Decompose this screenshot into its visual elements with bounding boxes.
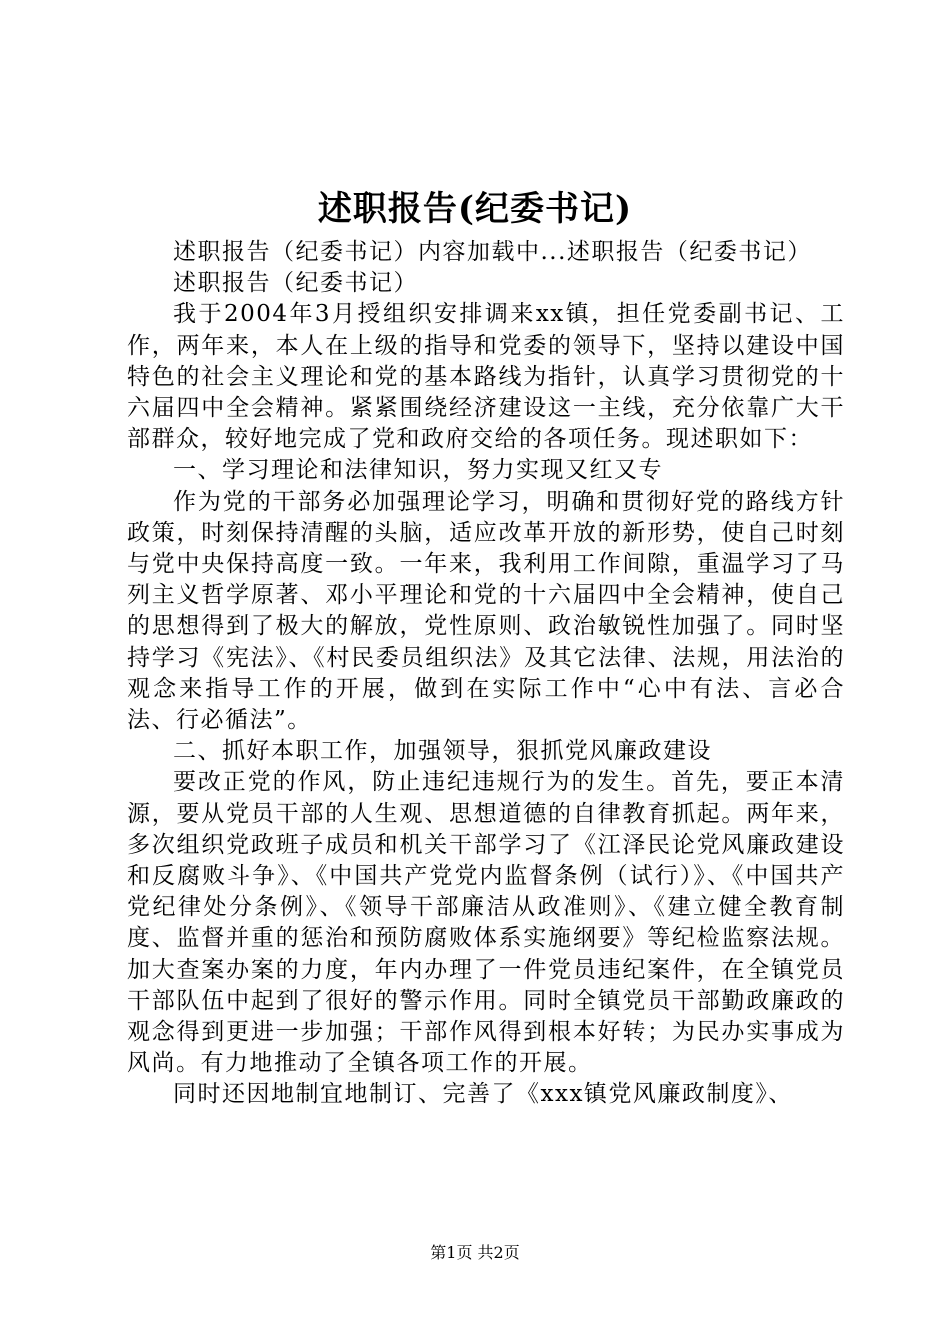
page-number-footer: 第1页 共2页 (430, 1243, 520, 1262)
section-heading-1: 一、学习理论和法律知识，努力实现又红又专 (173, 457, 663, 484)
document-title: 述职报告(纪委书记) (317, 189, 633, 229)
document-body (127, 237, 845, 1111)
paragraph-continued: 同时还因地制宜地制订、完善了《xxx镇党风廉政制度》、 (173, 1081, 793, 1108)
paragraph-section-2: 要改正党的作风，防止违纪违规行为的发生。首先，要正本清源，要从党员干部的人生观、思想道德的自律教育抓起。两年来，多次组织党政班子成员和机关干部学习了《江泽民论党风廉政建设和反腐败斗争》、《中国共产党党内监督条例（试行）》、《中国共产党纪律处分条例》、《领导干部廉洁从政准则》、《建立健全教育制度、监督并重的惩治和预防腐败体系实施纲要》等纪检监察法规。加大查案办案的力度，年内办理了一件党员违纪案件，在全镇党员干部队伍中起到了很好的警示作用。同时全镇党员干部勤政廉政的观念得到更进一步加强；干部作风得到根本好转；为民办实事成为风尚。有力地推动了全镇各项工作的开展。 (127, 769, 845, 1077)
paragraph-intro: 述职报告（纪委书记）内容加载中...述职报告（纪委书记） (173, 239, 812, 265)
paragraph-opening: 我于2004年3月授组织安排调来xx镇，担任党委副书记、工作，两年来，本人在上级的指导和党委的领导下，坚持以建设中国特色的社会主义理论和党的基本路线为指针，认真学习贯彻党的十六届四中全会精神。紧紧围绕经济建设这一主线，充分依靠广大干部群众，较好地完成了党和政府交给的各项任务。现述职如下： (127, 301, 845, 453)
paragraph-section-1: 作为党的干部务必加强理论学习，明确和贯彻好党的路线方针政策，时刻保持清醒的头脑，适应改革开放的新形势，使自己时刻与党中央保持高度一致。一年来，我利用工作间隙，重温学习了马列主义哲学原著、邓小平理论和党的十六届四中全会精神，使自己的思想得到了极大的解放，党性原则、政治敏锐性加强了。同时坚持学习《宪法》、《村民委员组织法》及其它法律、法规，用法治的观念来指导工作的开展，做到在实际工作中“心中有法、言必合法、行必循法”。 (127, 488, 845, 734)
section-heading-2: 二、抓好本职工作，加强领导，狠抓党风廉政建设 (173, 738, 712, 765)
paragraph-subtitle: 述职报告（纪委书记） (173, 270, 418, 297)
